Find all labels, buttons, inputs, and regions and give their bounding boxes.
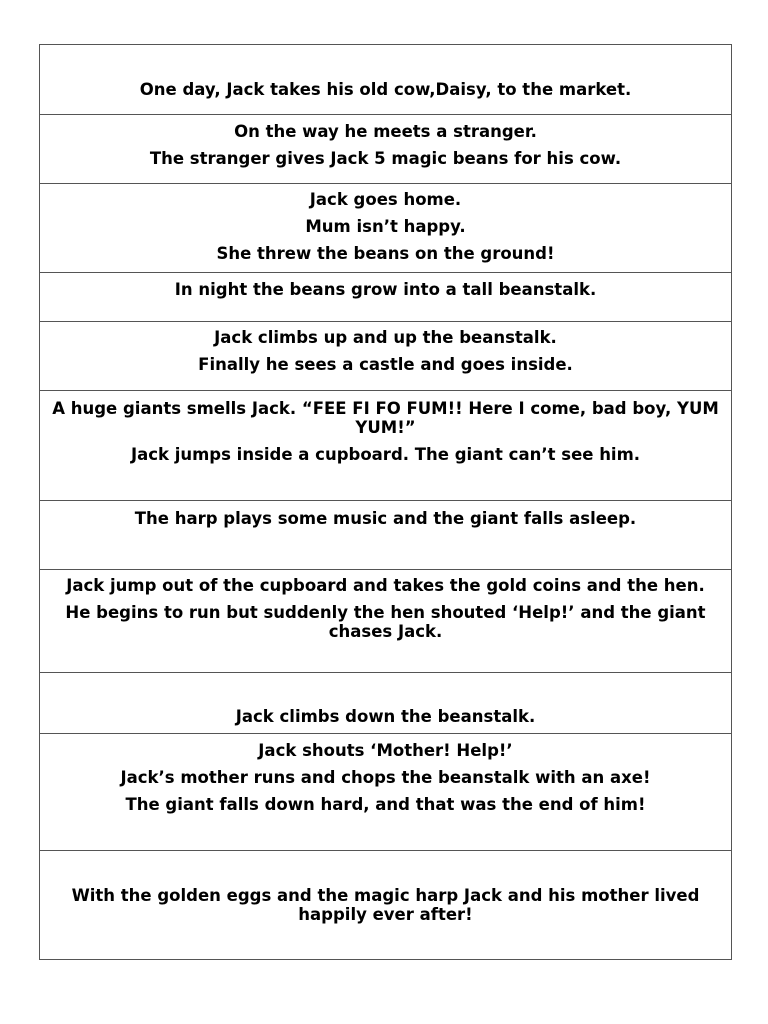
story-line: Jack goes home. [309, 190, 462, 209]
story-line: Jack climbs up and up the beanstalk. [214, 328, 557, 347]
story-row-2 [40, 115, 731, 184]
story-line: He begins to run but suddenly the hen shouted ‘Help!’ and the giant chases Jack. [65, 603, 706, 641]
story-row-10 [40, 734, 731, 851]
story-line: Jack shouts ‘Mother! Help!’ [258, 741, 513, 760]
story-row-7 [40, 501, 731, 570]
story-row-5 [40, 322, 731, 391]
story-line: She threw the beans on the ground! [216, 244, 555, 263]
story-line: The stranger gives Jack 5 magic beans for his cow. [149, 149, 622, 168]
story-line: The giant falls down hard, and that was the end of him! [125, 795, 646, 814]
story-line: One day, Jack takes his old cow,Daisy, to the market. [139, 80, 632, 99]
story-row-11 [40, 851, 731, 960]
story-line: Finally he sees a castle and goes inside. [198, 355, 573, 374]
story-line: Jack climbs down the beanstalk. [235, 707, 536, 726]
story-sequence-table [39, 44, 732, 960]
story-row-9 [40, 673, 731, 734]
story-line: Jack’s mother runs and chops the beanstalk with an axe! [120, 768, 651, 787]
story-row-8 [40, 570, 731, 673]
story-line: On the way he meets a stranger. [234, 122, 537, 141]
story-line: Jack jump out of the cupboard and takes the gold coins and the hen. [66, 576, 705, 595]
story-line: The harp plays some music and the giant falls asleep. [134, 509, 637, 528]
story-row-1 [40, 45, 731, 115]
story-row-3 [40, 184, 731, 273]
story-row-4 [40, 273, 731, 322]
story-line: Mum isn’t happy. [305, 217, 466, 236]
story-line: A huge giants smells Jack. “FEE FI FO FUM!! Here I come, bad boy, YUM YUM!” [52, 399, 719, 437]
story-line: In night the beans grow into a tall beanstalk. [174, 280, 597, 299]
story-line: With the golden eggs and the magic harp Jack and his mother lived happily ever after! [71, 886, 700, 924]
story-line: Jack jumps inside a cupboard. The giant can’t see him. [130, 445, 641, 464]
story-row-6 [40, 391, 731, 501]
